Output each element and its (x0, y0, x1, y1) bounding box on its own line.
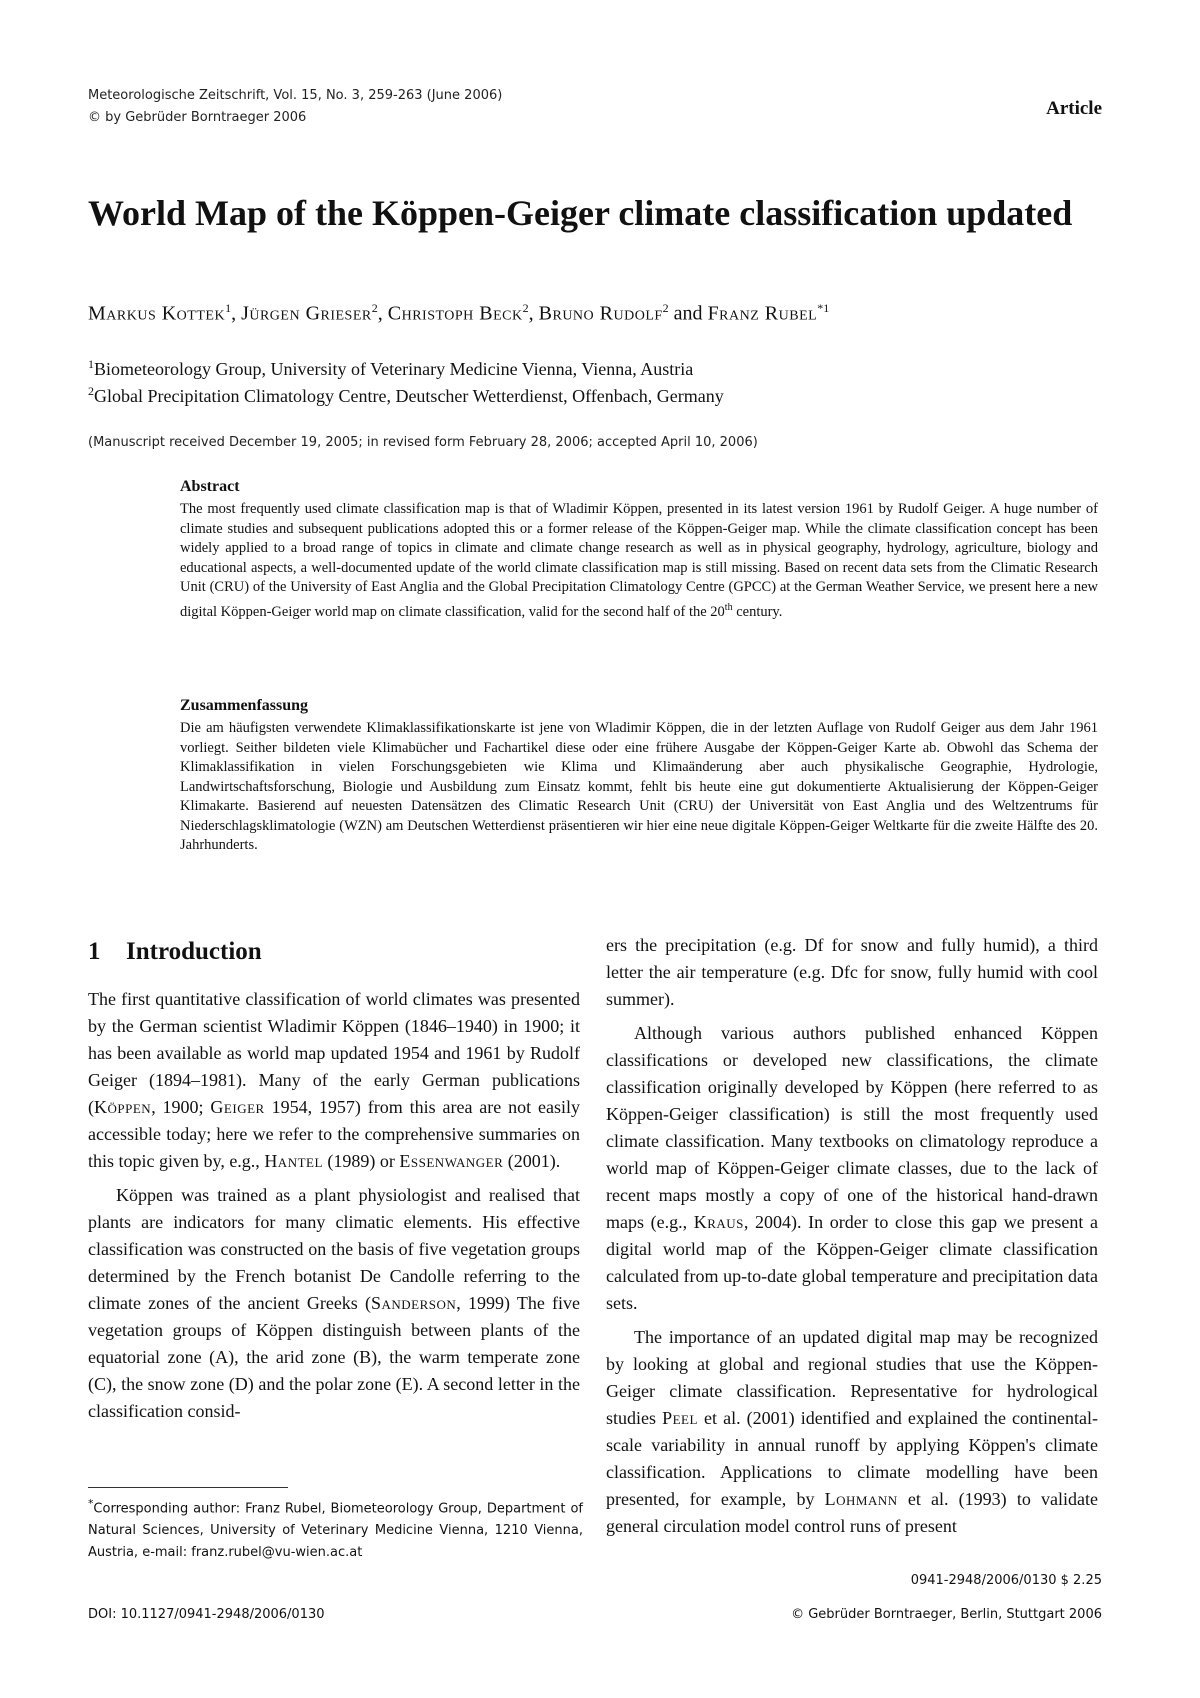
author-name: Jürgen Grieser (241, 302, 372, 325)
author-separator: , (231, 302, 242, 325)
citation-ref: Lohmann (824, 1489, 898, 1509)
zusammenfassung (180, 697, 1098, 856)
text-run: (2001). (503, 1151, 561, 1171)
affiliation-mark: 1 (88, 357, 94, 371)
text-run: The first quantitative classification of world climates was presented by the German scientist Wladimir Köppen (1846–1940) in 1900; it has been available as world map updated 1954 and 1961 by Rudolf Geiger (1894–1981). Many of the early German publications ( (88, 989, 580, 1117)
abstract-body: The most frequently used climate classification map is that of Wladimir Köppen, presented in its latest version 1961 by Rudolf Geiger. A huge number of climate studies and subsequent publications adopted this or a former release of the Köppen-Geiger map. While the climate classification concept has been widely applied to a broad range of topics in climate and climate change research as well as in physical geography, hydrology, agriculture, biology and educational aspects, a well-documented update of the world climate classification map is still missing. Based on recent data sets from the Climatic Research Unit (CRU) of the University of East Anglia and the Global Precipitation Climatology Centre (GPCC) at the German Weather Service, we present here a new digital Köppen-Geiger world map on climate classification, valid for the second half of the 20 (180, 501, 1098, 620)
citation-ref: Geiger (210, 1097, 265, 1117)
citation-ref: Peel (662, 1408, 698, 1428)
section-title: Introduction (126, 938, 262, 965)
citation-ref: Sanderson (371, 1293, 457, 1313)
author-affiliation-mark: 2 (522, 301, 529, 315)
author-name: Franz Rubel (707, 302, 818, 325)
paper-title: World Map of the Köppen-Geiger climate classification updated (88, 193, 1073, 233)
text-run: , 1999) The five vegetation groups of Köppen distinguish between plants of the equatorial zone (A), the arid zone (B), the warm temperate zone (C), the snow zone (D) and the polar zone (E). A second letter in the classification consid- (88, 1293, 580, 1421)
author-separator: , (377, 302, 388, 325)
abstract-heading: Abstract (180, 478, 240, 495)
section-number: 1 (88, 938, 101, 965)
footer-copyright: © Gebrüder Borntraeger, Berlin, Stuttgart 2006 (791, 1607, 1102, 1622)
author-name: Bruno Rudolf (538, 302, 663, 325)
author-list (88, 301, 829, 326)
zusammenfassung-heading: Zusammenfassung (180, 697, 309, 714)
paragraph (606, 1020, 1098, 1317)
footnote-divider (88, 1487, 288, 1488)
text-run: , 2004). In order to close this gap we present a digital world map of the Köppen-Geiger climate classification calculated from up-to-date global temperature and precipitation data sets. (606, 1212, 1098, 1313)
paragraph (88, 986, 580, 1175)
affiliation-mark: 2 (88, 384, 94, 398)
citation-ref: Hantel (264, 1151, 323, 1171)
paragraph: ers the precipitation (e.g. Df for snow and fully humid), a third letter the air temperature (e.g. Dfc for snow, fully humid with cool summer). (606, 935, 1098, 1009)
manuscript-dates: (Manuscript received December 19, 2005; in revised form February 28, 2006; accepted April 10, 2006) (88, 435, 758, 450)
publisher-copyright: © by Gebrüder Borntraeger 2006 (88, 110, 307, 125)
doi: DOI: 10.1127/0941-2948/2006/0130 (88, 1607, 325, 1622)
abstract-text (180, 500, 1098, 622)
footnote-mark: * (88, 1497, 94, 1510)
text-run: 1954, 1957) from this area are not easily accessible today; here we refer to the comprehensive summaries on this topic given by, e.g., (88, 1097, 580, 1171)
text-run: , 1900; (151, 1097, 211, 1117)
affiliation-text: Global Precipitation Climatology Centre, Deutscher Wetterdienst, Offenbach, Germany (94, 386, 724, 406)
footnote-text: Corresponding author: Franz Rubel, Biometeorology Group, Department of Natural Sciences, University of Veterinary Medicine Vienna, 1210 Vienna, Austria, e-mail: franz.rubel@vu-wien.ac.at (88, 1501, 583, 1561)
author-separator: , (528, 302, 539, 325)
text-run: The importance of an updated digital map may be recognized by looking at global and regional studies that use the Köppen-Geiger climate classification. Representative for hydrological studies (606, 1327, 1098, 1428)
author-name: Christoph Beck (387, 302, 523, 325)
author-affiliation-mark: 1 (225, 301, 232, 315)
citation-ref: Köppen (94, 1097, 152, 1117)
author-name: Markus Kottek (88, 302, 226, 325)
author-affiliation-mark: 2 (662, 301, 669, 315)
paragraph (606, 1324, 1098, 1540)
issn-price: 0941-2948/2006/0130 $ 2.25 (910, 1573, 1102, 1588)
text-run: (1989) or (322, 1151, 400, 1171)
text-run: Köppen was trained as a plant physiologist and realised that plants are indicators for many climatic elements. His effective classification was constructed on the basis of five vegetation groups determined by the French botanist De Candolle referring to the climate zones of the ancient Greeks ( (88, 1185, 580, 1313)
author-affiliation-mark: *1 (817, 301, 830, 315)
affiliation-1 (88, 357, 693, 380)
journal-header (88, 85, 502, 129)
article-type-label: Article (1046, 98, 1102, 119)
affiliation-2 (88, 384, 724, 407)
paragraph (88, 1182, 580, 1425)
abstract-tail: century. (732, 603, 783, 620)
left-column (88, 986, 580, 1425)
citation-ref: Kraus (693, 1212, 744, 1232)
affiliation-text: Biometeorology Group, University of Veterinary Medicine Vienna, Vienna, Austria (94, 359, 694, 379)
zusammenfassung-text: Die am häufigsten verwendete Klimaklassifikationskarte ist jene von Wladimir Köppen, die in der letzten Auflage von Rudolf Geiger aus dem Jahr 1961 vorliegt. Seither bildeten viele Klimabücher und Fachartikel diese oder eine frühere Ausgabe der Köppen-Geiger Karte ab. Obwohl das Schema der Klimaklassifikation in vielen Forschungsgebieten wie Klima und Klimaänderung aber auch physikalische Geographie, Hydrologie, Landwirtschaftsforschung, Biologie und Ausbildung zum Einsatz kommt, fehlt bis heute eine gut dokumentierte Aktualisierung der Köppen-Geiger Klimakarte. Basierend auf neuesten Datensätzen des Climatic Research Unit (CRU) der Universität von East Anglia und des Weltzentrums für Niederschlagsklimatologie (WZN) am Deutschen Wetterdienst präsentieren wir hier eine neue digitale Köppen-Geiger Weltkarte für die zweite Hälfte des 20. Jahrhunderts. (180, 720, 1098, 853)
right-column (606, 932, 1098, 1540)
abstract (180, 478, 1098, 622)
author-separator: and (668, 302, 708, 325)
section-heading (88, 938, 262, 966)
text-run: et al. (2001) identified and explained the continental-scale variability in annual runoff by applying Köppen's climate classification. Applications to climate modelling have been presented, for example, by (606, 1408, 1098, 1509)
citation-ref: Essenwanger (399, 1151, 504, 1171)
text-run: et al. (1993) to validate general circulation model control runs of present (606, 1489, 1098, 1536)
author-affiliation-mark: 2 (371, 301, 378, 315)
text-run: Although various authors published enhanced Köppen classifications or developed new classifications, the climate classification originally developed by Köppen (here referred to as Köppen-Geiger classification) is still the most frequently used climate classification. Many textbooks on climatology reproduce a world map of Köppen-Geiger climate classes, due to the lack of recent maps mostly a copy of one of the historical hand-drawn maps (e.g., (606, 1023, 1098, 1232)
journal-citation: Meteorologische Zeitschrift, Vol. 15, No. 3, 259-263 (June 2006) (88, 88, 503, 103)
abstract-superscript: th (724, 601, 733, 613)
footnote (88, 1493, 583, 1564)
